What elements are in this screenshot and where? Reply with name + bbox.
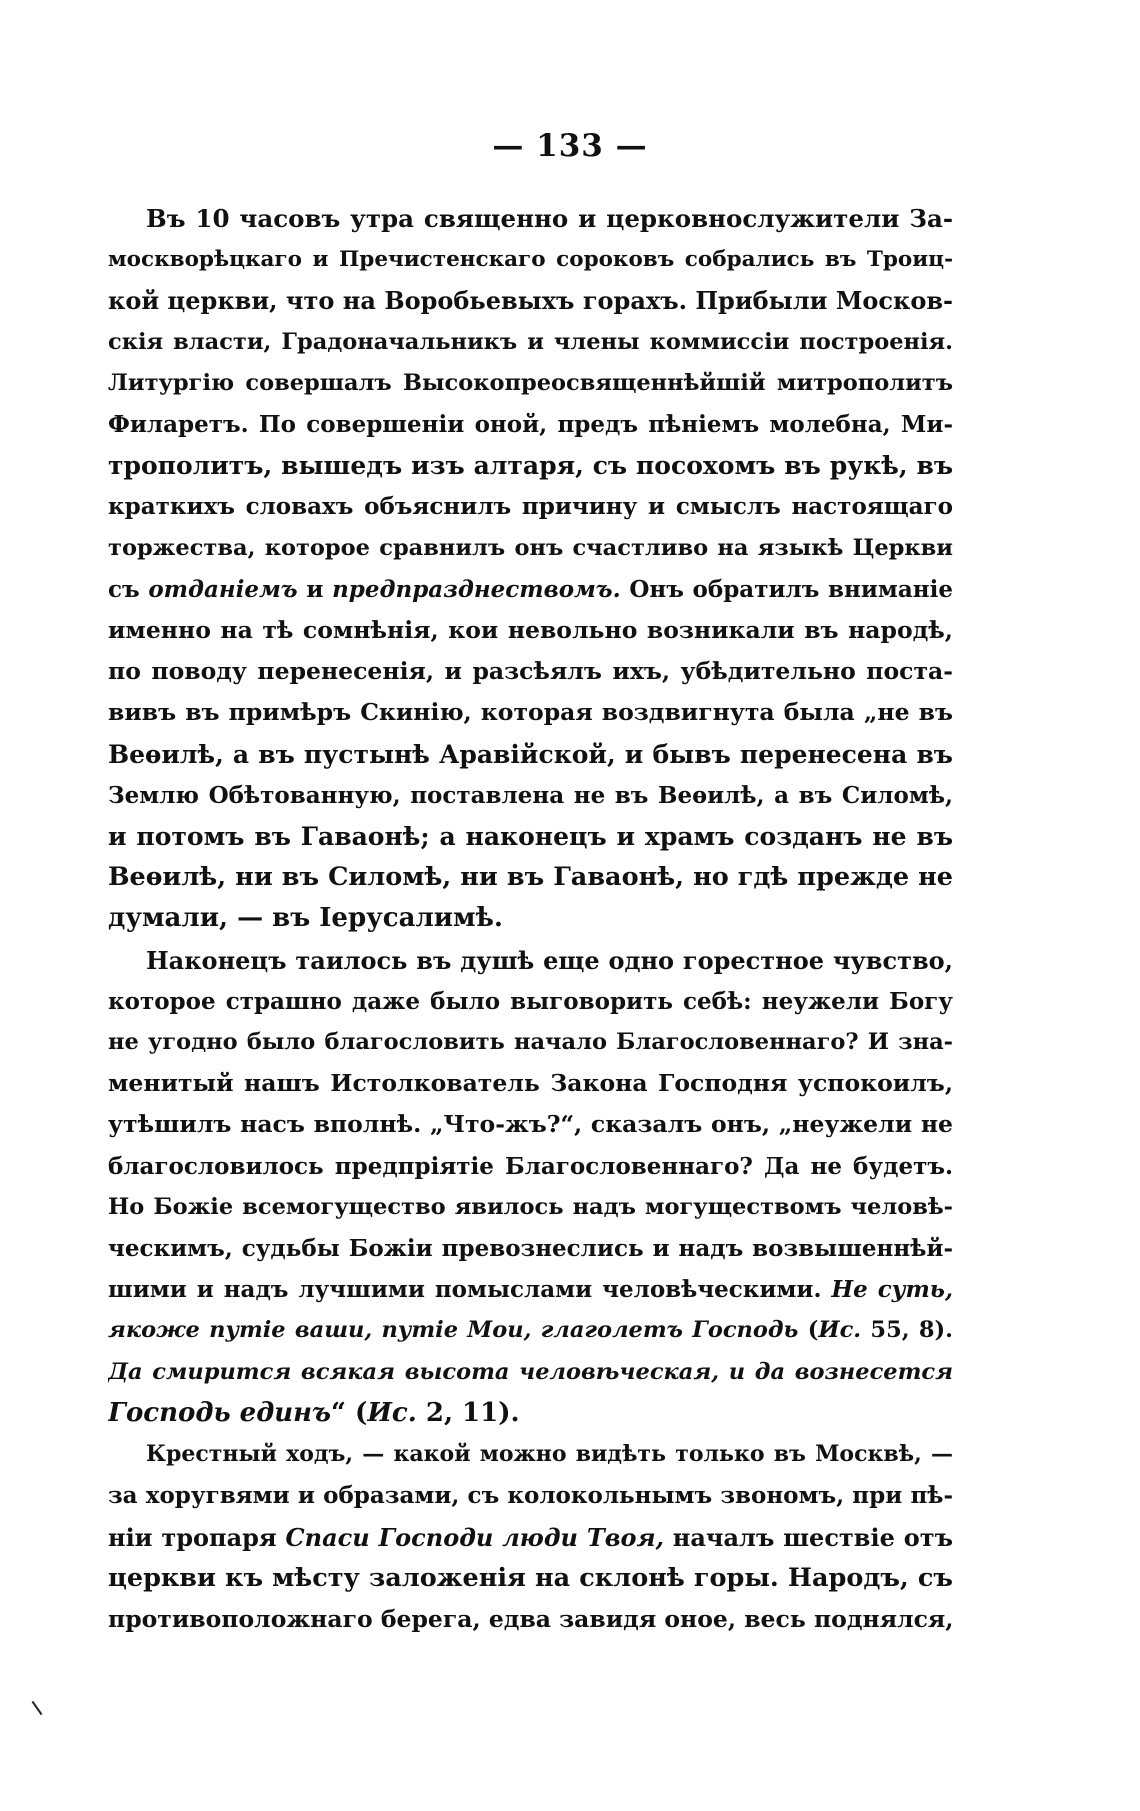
text-segment: которое страшно даже было выговорить себѣ: неужели Богу: [108, 987, 953, 1015]
text-segment: думали, — въ Іерусалимѣ.: [108, 903, 503, 934]
text-segment: церкви къ мѣсту заложенія на склонѣ горы. Народъ, съ: [108, 1562, 953, 1593]
italic-text: Да смирится всякая высота человѣческая, и да вознесется: [108, 1358, 953, 1385]
text-line: [108, 692, 953, 733]
text-segment: трополитъ, вышедъ изъ алтаря, съ посохомъ въ рукѣ, въ: [108, 451, 953, 481]
text-segment: ческимъ, судьбы Божіи превознеслись и надъ возвышеннѣй-: [108, 1235, 953, 1263]
text-segment: по поводу перенесенія, и разсѣялъ ихъ, убѣдительно поста-: [108, 657, 953, 686]
text-line: [108, 363, 953, 404]
text-line: [108, 198, 953, 239]
text-line: [108, 1475, 953, 1516]
text-line: [108, 1310, 953, 1351]
text-segment: менитый нашъ Истолкователь Закона Господня успокоилъ,: [108, 1069, 953, 1098]
text-segment: торжества, которое сравнилъ онъ счастливо на языкѣ Церкви: [108, 534, 953, 561]
text-segment: именно на тѣ сомнѣнія, кои невольно возникали въ народѣ,: [108, 616, 953, 645]
text-line: [108, 1558, 953, 1599]
italic-text: отданіемъ: [148, 575, 298, 603]
text-line: [108, 734, 953, 775]
text-segment: Веѳилѣ, ни въ Силомѣ, ни въ Гаваонѣ, но гдѣ прежде не: [108, 862, 953, 893]
text-segment: краткихъ словахъ объяснилъ причину и смыслъ настоящаго: [108, 493, 953, 521]
italic-text: Господь единъ: [108, 1397, 332, 1428]
text-line: [108, 280, 953, 321]
text-segment: и потомъ въ Гаваонѣ; а наконецъ и храмъ созданъ не въ: [108, 822, 953, 852]
text-line: [108, 239, 953, 280]
text-segment: 2, 11).: [416, 1397, 520, 1428]
text-line: [108, 1187, 953, 1228]
italic-text: якоже путіе ваши, путіе Мои, глаголетъ Господь: [108, 1317, 799, 1344]
italic-text: Ис.: [367, 1397, 417, 1428]
text-segment: кой церкви, что на Воробьевыхъ горахъ. Прибыли Москов-: [108, 286, 953, 316]
text-segment: (: [798, 1317, 819, 1344]
text-segment: москворѣцкаго и Пречистенскаго сороковъ собрались въ Троиц-: [108, 247, 953, 273]
text-segment: и: [297, 575, 333, 603]
page-number: — 133 —: [492, 128, 648, 164]
text-line: [108, 1599, 953, 1640]
text-line: [108, 898, 953, 939]
italic-text: Не суть,: [831, 1276, 953, 1304]
text-segment: скія власти, Градоначальникъ и члены коммиссіи построенія.: [108, 328, 953, 355]
text-segment: съ: [108, 575, 149, 603]
text-segment: началъ шествіе отъ: [663, 1522, 953, 1552]
text-segment: Но Божіе всемогущество явилось надъ могуществомъ человѣ-: [108, 1193, 953, 1220]
text-line: [108, 1063, 953, 1104]
text-line: [108, 1228, 953, 1269]
body-text: [108, 198, 953, 1640]
text-line: [108, 940, 953, 981]
text-line: [108, 981, 953, 1022]
text-line: [108, 651, 953, 692]
paragraph: [108, 1434, 953, 1640]
text-line: [108, 1104, 953, 1145]
text-line: [108, 857, 953, 898]
text-segment: за хоругвями и образами, съ колокольнымъ звономъ, при пѣ-: [108, 1482, 953, 1510]
text-segment: Филаретъ. По совершеніи оной, предъ пѣніемъ молебна, Ми-: [108, 411, 953, 439]
text-line: [108, 569, 953, 610]
text-line: [108, 1269, 953, 1310]
text-segment: Наконецъ таилось въ душѣ еще одно горестное чувство,: [146, 945, 953, 975]
text-line: [108, 775, 953, 816]
text-segment: утѣшилъ насъ вполнѣ. „Что-жъ?“, сказалъ онъ, „неужели не: [108, 1110, 953, 1139]
text-line: [108, 322, 953, 363]
text-segment: противоположнаго берега, едва завидя оное, весь поднялся,: [108, 1604, 953, 1633]
text-segment: “ (: [331, 1397, 368, 1428]
text-segment: вивъ въ примѣръ Скинію, которая воздвигнута была „не въ: [108, 698, 953, 727]
paragraph: [108, 940, 953, 1434]
text-line: [108, 816, 953, 857]
text-line: [108, 1352, 953, 1393]
text-line: [108, 404, 953, 445]
text-line: [108, 610, 953, 651]
text-segment: Веѳилѣ, а въ пустынѣ Аравійской, и бывъ перенесена въ: [108, 739, 953, 769]
text-segment: шими и надъ лучшими помыслами человѣческими.: [108, 1276, 832, 1304]
text-segment: 55, 8).: [861, 1317, 953, 1344]
text-segment: Онъ обратилъ вниманіе: [620, 575, 953, 603]
text-line: [108, 1393, 953, 1434]
italic-text: Спаси Господи люди Твоя,: [285, 1522, 664, 1552]
stray-mark: [32, 1701, 43, 1715]
italic-text: Ис.: [818, 1317, 862, 1344]
italic-text: предпразднествомъ.: [332, 575, 621, 603]
text-segment: ніи тропаря: [108, 1522, 286, 1552]
text-segment: Крестный ходъ, — какой можно видѣть только въ Москвѣ, —: [146, 1441, 953, 1468]
text-segment: не угодно было благословить начало Благословеннаго? И зна-: [108, 1029, 953, 1056]
paragraph: [108, 198, 953, 940]
text-segment: Литургію совершалъ Высокопреосвященнѣйшій митрополитъ: [108, 369, 953, 396]
text-segment: Въ 10 часовъ утра священно и церковнослужители За-: [146, 204, 953, 233]
text-line: [108, 1517, 953, 1558]
text-line: [108, 445, 953, 486]
text-line: [108, 1434, 953, 1475]
text-line: [108, 528, 953, 569]
text-segment: благословилось предпріятіе Благословеннаго? Да не будетъ.: [108, 1152, 953, 1180]
text-segment: Землю Обѣтованную, поставлена не въ Веѳилѣ, а въ Силомѣ,: [108, 781, 953, 809]
text-line: [108, 1022, 953, 1063]
text-line: [108, 486, 953, 527]
text-line: [108, 1146, 953, 1187]
